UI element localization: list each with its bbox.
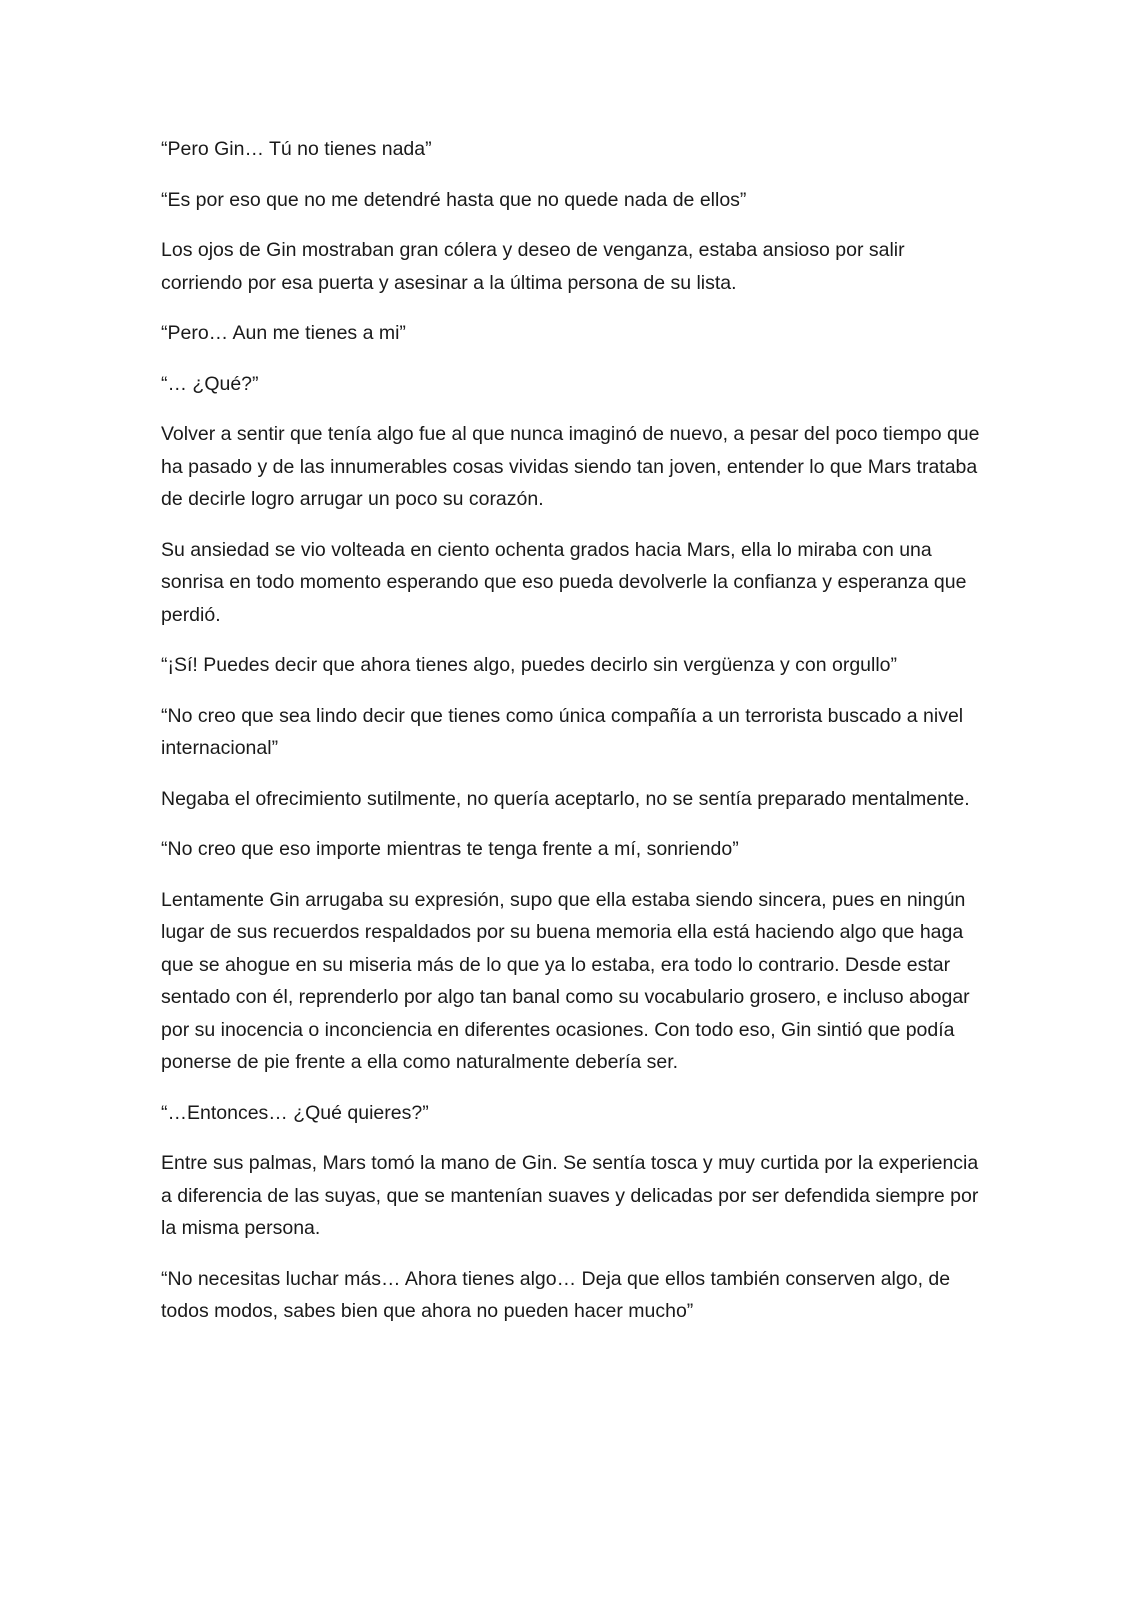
paragraph: “Es por eso que no me detendré hasta que no quede nada de ellos” [161, 188, 747, 211]
paragraph: “… ¿Qué?” [161, 372, 259, 395]
paragraph: “Pero… Aun me tienes a mi” [161, 322, 406, 344]
paragraph: Negaba el ofrecimiento sutilmente, no quería aceptarlo, no se sentía preparado mentalmente. [161, 787, 970, 810]
paragraph: Los ojos de Gin mostraban gran cólera y deseo de venganza, estaba ansioso por salir corriendo por esa puerta y asesinar a la última persona de su lista. [161, 239, 905, 294]
paragraph: “No necesitas luchar más… Ahora tienes algo… Deja que ellos también conserven algo, de todos modos, sabes bien que ahora no pueden hacer mucho” [161, 1267, 951, 1322]
paragraph: “…Entonces… ¿Qué quieres?” [161, 1101, 429, 1124]
paragraph: “No creo que sea lindo decir que tienes como única compañía a un terrorista buscado a nivel internacional” [161, 704, 964, 759]
paragraph: Lentamente Gin arrugaba su expresión, supo que ella estaba siendo sincera, pues en ningún lugar de sus recuerdos respaldados por su buena memoria ella está haciendo algo que haga que se ahogue en su miseria más de lo que ya lo estaba, era todo lo contrario. Desde estar sentado con él, reprenderlo por algo tan banal como su vocabulario grosero, e incluso abogar por su inocencia o inconciencia en diferentes ocasiones. Con todo eso, Gin sintió que podía ponerse de pie frente a ella como naturalmente debería ser. [161, 888, 970, 1073]
document-body [161, 133, 991, 1346]
paragraph: “Pero Gin… Tú no tienes nada” [161, 138, 432, 160]
paragraph: “¡Sí! Puedes decir que ahora tienes algo, puedes decirlo sin vergüenza y con orgullo” [161, 654, 898, 676]
paragraph: Volver a sentir que tenía algo fue al que nunca imaginó de nuevo, a pesar del poco tiempo que ha pasado y de las innumerables cosas vividas siendo tan joven, entender lo que Mars trataba de decirle logro arrugar un poco su corazón. [161, 423, 980, 510]
paragraph: “No creo que eso importe mientras te tenga frente a mí, sonriendo” [161, 838, 739, 860]
paragraph: Su ansiedad se vio volteada en ciento ochenta grados hacia Mars, ella lo miraba con una sonrisa en todo momento esperando que eso pueda devolverle la confianza y esperanza que perdió. [161, 538, 967, 626]
paragraph: Entre sus palmas, Mars tomó la mano de Gin. Se sentía tosca y muy curtida por la experiencia a diferencia de las suyas, que se mantenían suaves y delicadas por ser defendida siempre por la misma persona. [161, 1152, 979, 1239]
